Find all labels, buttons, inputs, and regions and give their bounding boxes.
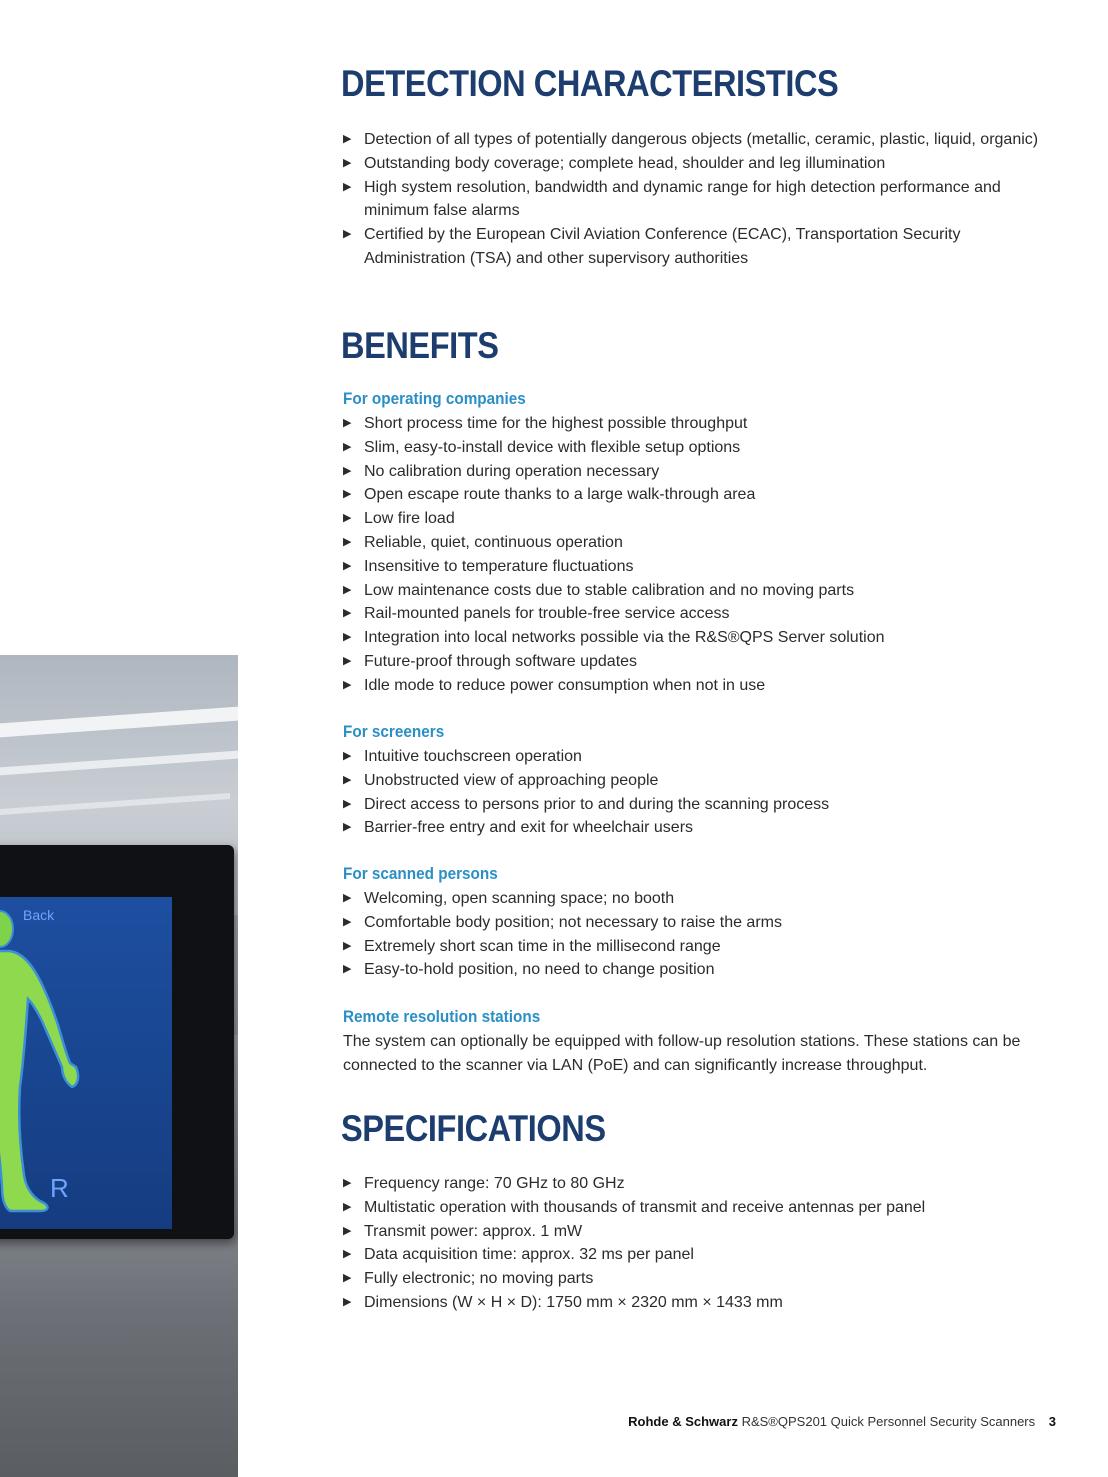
scanner-monitor <box>0 845 234 1239</box>
list-item: ▶ Low maintenance costs due to stable calibration and no moving parts <box>343 579 1063 603</box>
list-item: ▶ Fully electronic; no moving parts <box>343 1267 1063 1291</box>
list-item: ▶ High system resolution, bandwidth and dynamic range for high detection performance and minimum false alarms <box>343 176 1063 224</box>
monitor-screen <box>0 897 172 1229</box>
list-item: ▶ Outstanding body coverage; complete head, shoulder and leg illumination <box>343 152 1063 176</box>
scanned-heading: For scanned persons <box>343 864 498 883</box>
ceiling-light <box>0 707 238 738</box>
list-item: ▶ Idle mode to reduce power consumption when not in use <box>343 674 1063 698</box>
list-item: ▶ Certified by the European Civil Aviation Conference (ECAC), Transportation Security Administration (TSA) and other supervisory authorities <box>343 223 1063 271</box>
specs-list <box>343 1172 1063 1315</box>
list-item: ▶ Dimensions (W × H × D): 1750 mm × 2320 mm × 1433 mm <box>343 1291 1063 1315</box>
ceiling-light <box>0 751 238 776</box>
specs-title: SPECIFICATIONS <box>341 1108 606 1149</box>
scanned-list <box>343 887 1063 982</box>
list-item: ▶ Detection of all types of potentially dangerous objects (metallic, ceramic, plastic, liquid, organic) <box>343 128 1063 152</box>
list-item: ▶ Easy-to-hold position, no need to change position <box>343 958 1063 982</box>
list-item: ▶ Barrier-free entry and exit for wheelchair users <box>343 816 1063 840</box>
benefits-title: BENEFITS <box>341 325 499 366</box>
footer-product: R&S®QPS201 Quick Personnel Security Scanners <box>741 1414 1036 1429</box>
list-item: ▶ Intuitive touchscreen operation <box>343 745 1063 769</box>
list-item: ▶ Welcoming, open scanning space; no booth <box>343 887 1063 911</box>
list-item: ▶ No calibration during operation necessary <box>343 460 1063 484</box>
operating-heading: For operating companies <box>343 389 526 408</box>
screen-r-label: R <box>50 1173 69 1203</box>
list-item: ▶ Multistatic operation with thousands of transmit and receive antennas per panel <box>343 1196 1063 1220</box>
list-item: ▶ Low fire load <box>343 507 1063 531</box>
footer-brand: Rohde & Schwarz <box>628 1414 738 1429</box>
list-item: ▶ Data acquisition time: approx. 32 ms per panel <box>343 1243 1063 1267</box>
screeners-heading: For screeners <box>343 722 445 741</box>
list-item: ▶ Future-proof through software updates <box>343 650 1063 674</box>
list-item: ▶ Rail-mounted panels for trouble-free service access <box>343 602 1063 626</box>
list-item: ▶ Unobstructed view of approaching people <box>343 769 1063 793</box>
screeners-list <box>343 745 1063 840</box>
list-item: ▶ Transmit power: approx. 1 mW <box>343 1220 1063 1244</box>
ceiling-light <box>0 793 230 815</box>
list-item: ▶ Short process time for the highest possible throughput <box>343 412 1063 436</box>
list-item: ▶ Direct access to persons prior to and during the scanning process <box>343 793 1063 817</box>
page-number: 3 <box>1048 1414 1056 1429</box>
list-item: ▶ Integration into local networks possible via the R&S®QPS Server solution <box>343 626 1063 650</box>
remote-heading: Remote resolution stations <box>343 1007 541 1026</box>
detection-title: DETECTION CHARACTERISTICS <box>341 63 839 104</box>
list-item: ▶ Open escape route thanks to a large walk-through area <box>343 483 1063 507</box>
list-item: ▶ Reliable, quiet, continuous operation <box>343 531 1063 555</box>
operating-list <box>343 412 1063 698</box>
list-item: ▶ Slim, easy-to-install device with flexible setup options <box>343 436 1063 460</box>
remote-text: The system can optionally be equipped with follow-up resolution stations. These stations can be connected to the scanner via LAN (PoE) and can significantly increase throughput. <box>343 1033 1021 1074</box>
page-footer <box>628 1414 1056 1429</box>
list-item: ▶ Insensitive to temperature fluctuations <box>343 555 1063 579</box>
scanner-photo <box>0 655 238 1477</box>
list-item: ▶ Comfortable body position; not necessary to raise the arms <box>343 911 1063 935</box>
list-item: ▶ Extremely short scan time in the millisecond range <box>343 935 1063 959</box>
list-item: ▶ Frequency range: 70 GHz to 80 GHz <box>343 1172 1063 1196</box>
screen-back-label: Back <box>23 907 55 923</box>
detection-list <box>343 128 1063 271</box>
